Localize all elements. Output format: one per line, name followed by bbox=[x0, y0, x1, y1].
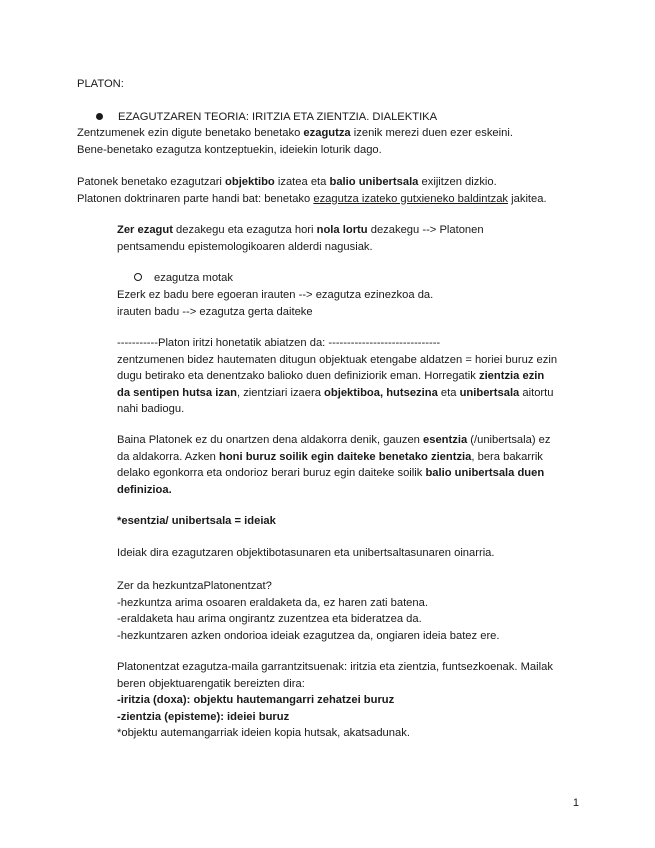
title-text: PLATON: bbox=[77, 78, 124, 90]
platonek-line-2: Platonen doktrinaren parte handi bat: benetako ezagutza izateko gutxieneko baldintzak jakitea. bbox=[77, 192, 547, 205]
ideiak-line bbox=[117, 545, 495, 562]
mailak-line-2: beren objektuarengatik bereizten dira: bbox=[117, 677, 305, 690]
zer-paragraph bbox=[117, 222, 577, 255]
heading-text: EZAGUTZAREN TEORIA: IRITZIA ETA ZIENTZIA. DIALEKTIKA bbox=[118, 111, 438, 123]
mailak-line-3: -iritzia (doxa): objektu hautemangarri zehatzei buruz bbox=[117, 694, 395, 706]
intro-paragraph bbox=[77, 125, 513, 158]
platonek-paragraph bbox=[77, 174, 547, 207]
intro-line-2: Bene-benetako ezagutza kontzeptuekin, ideiekin loturik dago. bbox=[77, 143, 382, 156]
mailak-line-1: Platonentzat ezagutza-maila garrantzitsuenak: iritzia eta zientzia, funtsezkoenak. Mailak bbox=[117, 661, 553, 673]
hezkuntza-paragraph bbox=[117, 578, 500, 644]
hezkuntza-line-1: -hezkuntza arima osoaren eraldaketa da, ez haren zati batena. bbox=[117, 596, 428, 609]
iritzi-line-2: dugu betirako eta denentzako balioko duen definiziorik eman. Horregatik zientzia ezin bbox=[117, 370, 545, 382]
esentzia-line bbox=[117, 513, 276, 530]
iritzi-line-1: zentzumenen bidez hautematen ditugun objektuak etengabe aldatzen = horiei buruz ezin bbox=[117, 353, 558, 366]
baina-paragraph bbox=[117, 432, 577, 498]
motak-line-2: irauten badu --> ezagutza gerta daiteke bbox=[117, 305, 313, 318]
motak-line-1: Ezerk ez badu bere egoeran irauten --> ezagutza ezinezkoa da. bbox=[117, 289, 434, 301]
baina-line-2: da aldakorra. Azken honi buruz soilik egin daiteke benetako zientzia, bera bakarrik bbox=[117, 450, 543, 463]
mailak-line-5: *objektu autemangarriak ideien kopia hutsak, akatsadunak. bbox=[117, 727, 410, 739]
iritzi-paragraph bbox=[117, 335, 577, 418]
ideiak-text: Ideiak dira ezagutzaren objektibotasunaren eta unibertsaltasunaren oinarria. bbox=[117, 547, 495, 559]
bullet-circle-icon bbox=[134, 273, 142, 281]
hezkuntza-line-2: -eraldaketa hau arima ongirantz zuzentzea eta bideratzea da. bbox=[117, 613, 422, 625]
motak-subheading bbox=[134, 270, 233, 287]
baina-line-4: definizioa. bbox=[117, 483, 172, 496]
zer-line-1: Zer ezagut dezakegu eta ezagutza hori nola lortu dezakegu --> Platonen bbox=[117, 224, 484, 236]
hezkuntza-question: Zer da hezkuntzaPlatonentzat? bbox=[117, 580, 272, 592]
iritzi-separator: -----------Platon iritzi honetatik abiatzen da: ------------------------------ bbox=[117, 337, 441, 349]
page-number: 1 bbox=[572, 797, 579, 809]
platonek-line-1: Patonek benetako ezagutzari objektibo izatea eta balio unibertsala exijitzen dizkio. bbox=[77, 176, 497, 188]
intro-line-1: Zentzumenek ezin digute benetako benetako ezagutza izenik merezi duen ezer eskeini. bbox=[77, 127, 513, 139]
iritzi-line-3: da sentipen hutsa izan, zientziari izaera objektiboa, hutsezina eta unibertsala aitortu bbox=[117, 386, 554, 399]
zer-line-2: pentsamendu epistemologikoaren alderdi nagusiak. bbox=[117, 240, 373, 253]
baina-line-3: delako egonkorra eta ondorioz berari buruz egin daiteke soilik balio unibertsala duen bbox=[117, 467, 545, 479]
motak-label: ezagutza motak bbox=[154, 272, 233, 284]
hezkuntza-line-3: -hezkuntzaren azken ondorioa ideiak ezagutzea da, ongiaren ideia batez ere. bbox=[117, 629, 500, 642]
baina-line-1: Baina Platonek ez du onartzen dena aldakorra denik, gauzen esentzia (/unibertsala) ez bbox=[117, 434, 551, 446]
section-heading bbox=[96, 109, 437, 126]
mailak-paragraph bbox=[117, 659, 553, 742]
mailak-line-4: -zientzia (episteme): ideiei buruz bbox=[117, 710, 290, 723]
motak-paragraph bbox=[117, 287, 433, 320]
iritzi-line-4: nahi badiogu. bbox=[117, 403, 185, 415]
esentzia-text: *esentzia/ unibertsala = ideiak bbox=[117, 515, 276, 527]
document-title bbox=[77, 76, 124, 93]
bullet-dot-icon bbox=[96, 113, 103, 120]
